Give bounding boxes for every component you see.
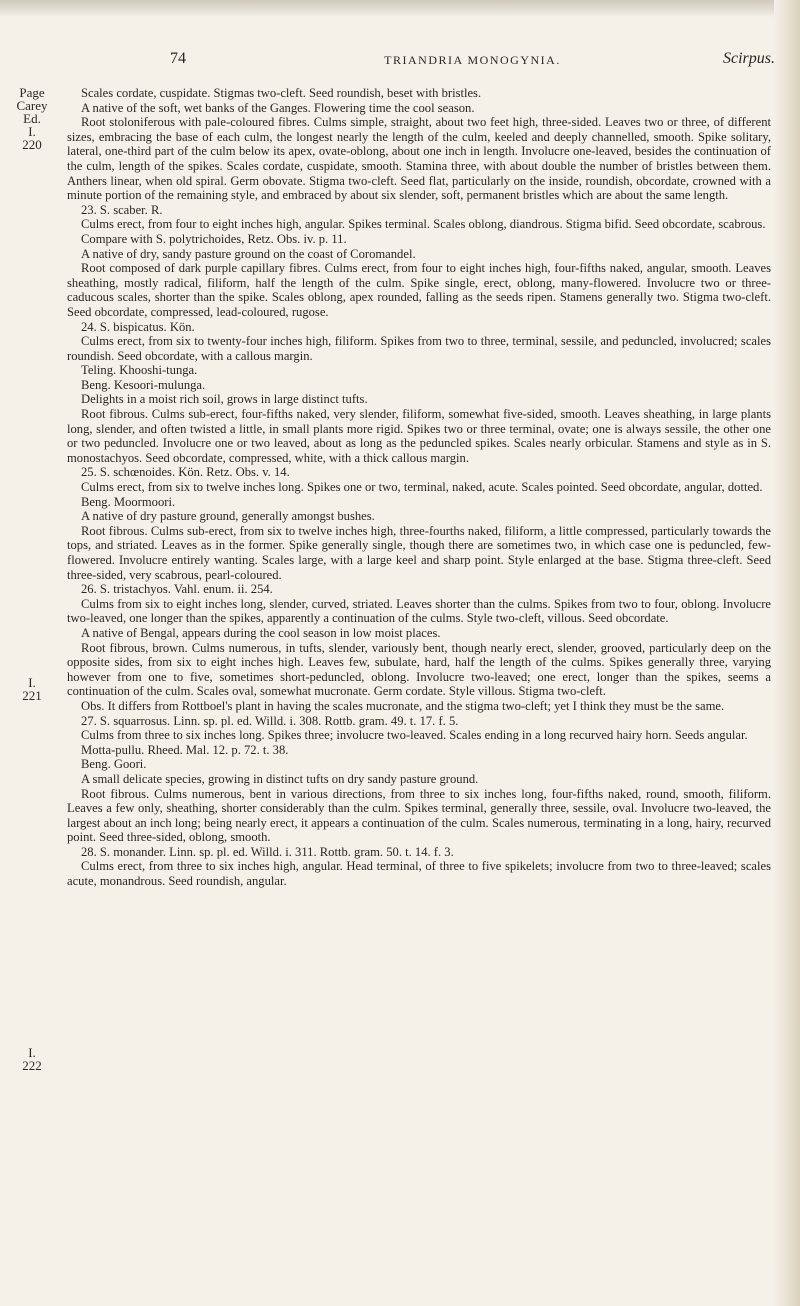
paragraph: Culms erect, from six to twelve inches long. Spikes one or two, terminal, naked, acute. Scales pointed. Seed obcordate, angular, dotted. xyxy=(81,480,763,495)
margin-page-reference xyxy=(12,86,52,151)
paragraph: A native of the soft, wet banks of the Ganges. Flowering time the cool season. xyxy=(81,100,475,115)
species-heading: 24. S. bispicatus. Kön. xyxy=(81,319,195,334)
paragraph: Root composed of dark purple capillary fibres. Culms erect, from four to eight inches high, four-fifths naked, angular, smooth. Leaves sheathing, mostly radical, filiform, half the length of the culm. Spike single, erect, oblong, many-flowered. Involucre two or three-caducous scales, shorter than the spike. Scales oblong, apex rounded, falling as the seeds ripen. Stamens generally two. Stigma two-cleft. Seed obcordate, compressed, lead-coloured, rugose. xyxy=(67,261,771,319)
paragraph: Compare with S. polytrichoides, Retz. Obs. iv. p. 11. xyxy=(81,231,347,246)
vernacular-name: Beng. Kesoori-mulunga. xyxy=(81,377,206,392)
paragraph: Motta-pullu. Rheed. Mal. 12. p. 72. t. 38. xyxy=(81,742,289,757)
paragraph: Root fibrous. Culms sub-erect, four-fifths naked, very slender, filiform, somewhat five-sided, smooth. Leaves sheathing, in large plants long, slender, and often twisted a little, in small plants more rigid. Spikes two or three terminal, ovate; one is always sessile, the other one or two peduncled. Involucre one or two leaved, about as long as the peduncled spikes. Scales nearly orbicular. Stamens and style as in S. monostachyos. Seed obcordate, compressed, white, with a thick callous margin. xyxy=(67,407,771,465)
paragraph: A small delicate species, growing in distinct tufts on dry sandy pasture ground. xyxy=(81,771,479,786)
scan-top-edge xyxy=(0,0,800,18)
margin-text: 220 xyxy=(22,137,42,152)
vernacular-name: Beng. Moormoori. xyxy=(81,494,176,509)
paragraph: Scales cordate, cuspidate. Stigmas two-cleft. Seed roundish, beset with bristles. xyxy=(81,86,482,100)
vernacular-name: Teling. Khooshi-tunga. xyxy=(81,363,198,378)
paragraph: Culms erect, from three to six inches high, angular. Head terminal, of three to five spikelets; involucre from two to three-leaved; scales acute, monandrous. Seed roundish, angular. xyxy=(67,859,771,889)
margin-reference-221 xyxy=(12,676,52,702)
body-text xyxy=(67,86,771,889)
paragraph: Root fibrous, brown. Culms numerous, in tufts, slender, variously bent, though nearly erect, slender, grooved, particularly deep on the opposite sides, from six to eight inches high. Leaves few, subulate, hard, half the length of the culms. Spikes generally three, varying however from one to five, sometimes short-peduncled, oblong. Involucre two-leaved; one erect, longer than the spikes, seems a continuation of the culm. Scales oval, somewhat mucronate. Germ cordate. Style villous. Stigma two-cleft. xyxy=(67,640,771,699)
paragraph: Delights in a moist rich soil, grows in large distinct tufts. xyxy=(81,392,368,407)
vernacular-name: Beng. Goori. xyxy=(81,757,147,772)
species-heading: 27. S. squarrosus. Linn. sp. pl. ed. Willd. i. 308. Rottb. gram. 49. t. 17. f. 5. xyxy=(81,713,459,728)
paragraph: Culms from three to six inches long. Spikes three; involucre two-leaved. Scales ending in a long recurved hairy horn. Seeds angular. xyxy=(81,728,748,743)
running-title: TRIANDRIA MONOGYNIA. xyxy=(384,53,561,67)
species-heading: 26. S. tristachyos. Vahl. enum. ii. 254. xyxy=(81,582,273,597)
margin-text: I. xyxy=(28,124,36,139)
paragraph: A native of dry pasture ground, generally amongst bushes. xyxy=(81,509,375,524)
margin-text: Carey xyxy=(16,98,48,113)
species-heading: 28. S. monander. Linn. sp. pl. ed. Willd. i. 311. Rottb. gram. 50. t. 14. f. 3. xyxy=(81,844,454,859)
species-heading: 23. S. scaber. R. xyxy=(81,202,163,217)
paragraph: Root stoloniferous with pale-coloured fibres. Culms simple, straight, about two feet high, three-sided. Leaves two or three, of different sizes, embracing the base of each culm, the longest nearly the length of the culm, keeled and deeply channelled, smooth. Spike solitary, lateral, one-third part of the culm below its apex, ovate-oblong, about one inch in length. Involucre one-leaved, besides the continuation of the culm, length of the spikes. Scales cordate, cuspidate, smooth. Stamina three, with about double the number of bristles between them. Anthers linear, when old spiral. Germ obovate. Stigma two-cleft. Seed flat, particularly on the inside, roundish, obcordate, crowned with a minute portion of the remaining style, and embraced by about six slender, soft, permanent bristles which are about the same length. xyxy=(67,115,771,203)
page-number: 74 xyxy=(170,50,186,67)
margin-text: Ed. xyxy=(23,111,41,126)
scan-right-edge xyxy=(774,0,800,1306)
margin-text: 221 xyxy=(22,688,42,703)
paragraph: A native of dry, sandy pasture ground on the coast of Coromandel. xyxy=(81,246,416,261)
species-heading: 25. S. schœnoides. Kön. Retz. Obs. v. 14. xyxy=(81,465,290,480)
paragraph: Root fibrous. Culms sub-erect, from six to twelve inches high, three-fourths naked, filiform, a little compressed, particularly towards the tops, and striated. Leaves as in the former. Spike generally single, though there are sometimes two, in which case one is peduncled, few-flowered. Involucre entirely wanting. Scales large, with a large keel and sharp point. Style enlarged at the base. Stigma three-cleft. Seed three-sided, very scabrous, pearl-coloured. xyxy=(67,523,771,582)
paragraph: Obs. It differs from Rottboel's plant in having the scales mucronate, and the stigma two-cleft; yet I think they must be the same. xyxy=(81,698,725,713)
margin-text: Page xyxy=(19,85,45,100)
paragraph: Culms erect, from four to eight inches high, angular. Spikes terminal. Scales oblong, diandrous. Stigma bifid. Seed obcordate, scabrous. xyxy=(81,217,766,232)
genus-heading: Scirpus. xyxy=(723,50,775,67)
paragraph: A native of Bengal, appears during the cool season in low moist places. xyxy=(81,625,441,640)
paragraph: Culms erect, from six to twenty-four inches high, filiform. Spikes from two to three, terminal, sessile, and peduncled, involucred; scales roundish. Seed obcordate, with a callous margin. xyxy=(67,334,771,363)
margin-text: I. xyxy=(28,1045,36,1060)
paragraph: Root fibrous. Culms numerous, bent in various directions, from three to six inches long, four-fifths naked, round, smooth, filiform. Leaves a few only, sheathing, shorter considerably than the culm. Spikes terminal, generally three, sessile, oval. Involucre two-leaved, the largest about an inch long; being nearly erect, it appears a continuation of the culm. Scales numerous, terminating in a long, hairy, recurved point. Seed three-sided, oblong, smooth. xyxy=(67,786,771,845)
margin-reference-222 xyxy=(12,1046,52,1072)
page-header xyxy=(170,50,775,74)
paragraph: Culms from six to eight inches long, slender, curved, striated. Leaves shorter than the culms. Spikes from two to four, oblong. Involucre two-leaved, one longer than the spikes, apparently a continuation of the culms. Style two-cleft, villous. Seed obcordate. xyxy=(67,596,771,626)
margin-text: I. xyxy=(28,675,36,690)
margin-text: 222 xyxy=(22,1058,42,1073)
